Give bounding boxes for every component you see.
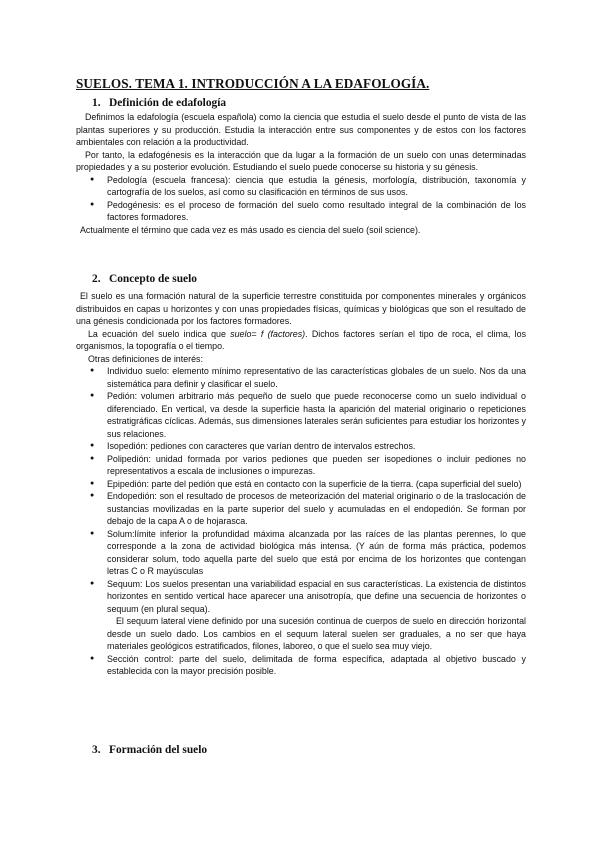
definitions-list-continued — [76, 653, 526, 678]
list-item: ● Isopedión: pediones con caracteres que varían dentro de intervalos estrechos. — [107, 440, 526, 453]
paragraph: Por tanto, la edafogénesis es la interacción que da lugar a la formación de un suelo con unas determinadas propiedades y a su posterior evolución. Estudiando el suelo puede conocerse su historia y su génesis. — [76, 149, 526, 172]
list-item: ● Sequum: Los suelos presentan una variabilidad espacial en sus características. La existencia de distintos horizontes en sentido vertical hace aparecer una anisotropía, que define una secuencia de horizontes o sequum (en plural sequa). — [107, 578, 526, 616]
section-3-number: 3. — [92, 744, 101, 756]
section-2-heading — [92, 273, 197, 285]
equation-intro: La ecuación del suelo indica que — [88, 328, 231, 339]
section-1-title: Definición de edafología — [109, 97, 227, 109]
list-item: ● Pedogénesis: es el proceso de formación del suelo como resultado integral de la combinación de los factores formadores. — [107, 199, 526, 224]
list-item: ● Epipedión: parte del pedión que está en contacto con la superficie de la tierra. (capa superficial del suelo) — [107, 478, 526, 491]
sub-paragraph: El sequum lateral viene definido por una sucesión continua de cuerpos de suelo en dirección horizontal desde un suelo dado. Los cambios en el sequum lateral suelen ser graduales, a no ser que haya materiales geológicos estratificados, filones, laboreo, o que el suelo sea muy viejo. — [107, 616, 526, 651]
section-2-number: 2. — [92, 273, 101, 285]
list-item: ● Pedión: volumen arbitrario más pequeño de suelo que puede reconocerse como un suelo individual o diferenciado. En vertical, va desde la superficie hasta la aparición del material originario o repeticiones estratigráficas cíclicas. Además, sus dimensiones laterales serán suficientes para estudiar los horizontes y sus relaciones. — [107, 390, 526, 440]
page-title: SUELOS. TEMA 1. INTRODUCCIÓN A LA EDAFOLOGÍA. — [76, 76, 430, 91]
paragraph: El suelo es una formación natural de la superficie terrestre constituida por componentes minerales y orgánicos distribuidos en capas u horizontes y con unas propiedades físicas, químicas y biológicas que son el resultado de una génesis condicionada por los factores formadores. — [76, 291, 526, 326]
list-item: ● Solum:límite inferior la profundidad máxima alcanzada por las raíces de las plantas perennes, lo que corresponde a la zona de actividad biológica más intensa. (Y aún de forma más práctica, podemos considerar solum, todo aquella parte del suelo que está por encima de los horizontes que contengan letras C o R mayúsculas — [107, 528, 526, 578]
paragraph: Otras definiciones de interés: — [88, 353, 203, 364]
section-1-body — [76, 111, 526, 236]
list-item: ● Sección control: parte del suelo, delimitada de forma específica, adaptada al objetivo buscado y establecida con la mayor precisión posible. — [107, 653, 526, 678]
paragraph: Actualmente el término que cada vez es más usado es ciencia del suelo (soil science). — [80, 224, 421, 235]
section-1-number: 1. — [92, 97, 101, 109]
paragraph — [76, 328, 526, 353]
soil-equation: suelo= f (factores) — [230, 328, 306, 339]
bullet-list — [76, 174, 526, 224]
section-3-title: Formación del suelo — [109, 744, 208, 756]
list-item: ● Pedología (escuela francesa): ciencia que estudia la génesis, morfología, distribución, taxonomía y cartografía de los suelos, así como su clasificación en términos de sus usos. — [107, 174, 526, 199]
list-item: ● Polipedión: unidad formada por varios pediones que pueden ser isopediones o incluir pediones no representativos a escala de inclusiones o impurezas. — [107, 453, 526, 478]
section-1-heading — [92, 97, 226, 109]
paragraph: Definimos la edafología (escuela española) como la ciencia que estudia el suelo desde el punto de vista de las plantas superiores y su producción. Estudia la interacción entre sus componentes y de estos con los factores ambientales con relación a la productividad. — [76, 112, 526, 147]
list-item: ● Endopedión: son el resultado de procesos de meteorización del material originario o de la traslocación de sustancias movilizadas en la parte superior del suelo y acumuladas en el endopedión. Se forman por debajo de la capa A o de hojarasca. — [107, 490, 526, 528]
section-2-title: Concepto de suelo — [109, 273, 197, 285]
section-2-body — [76, 290, 526, 678]
definitions-list — [76, 365, 526, 615]
equation-rest: . Dichos factores serían el tipo de roca, el clima, los organismos, la topografía o el tiempo. — [76, 328, 527, 351]
section-3-heading — [92, 744, 207, 756]
list-item: ● Individuo suelo: elemento mínimo representativo de las características globales de un suelo. Nos da una sistemática para definir y clasificar el suelo. — [107, 365, 526, 390]
